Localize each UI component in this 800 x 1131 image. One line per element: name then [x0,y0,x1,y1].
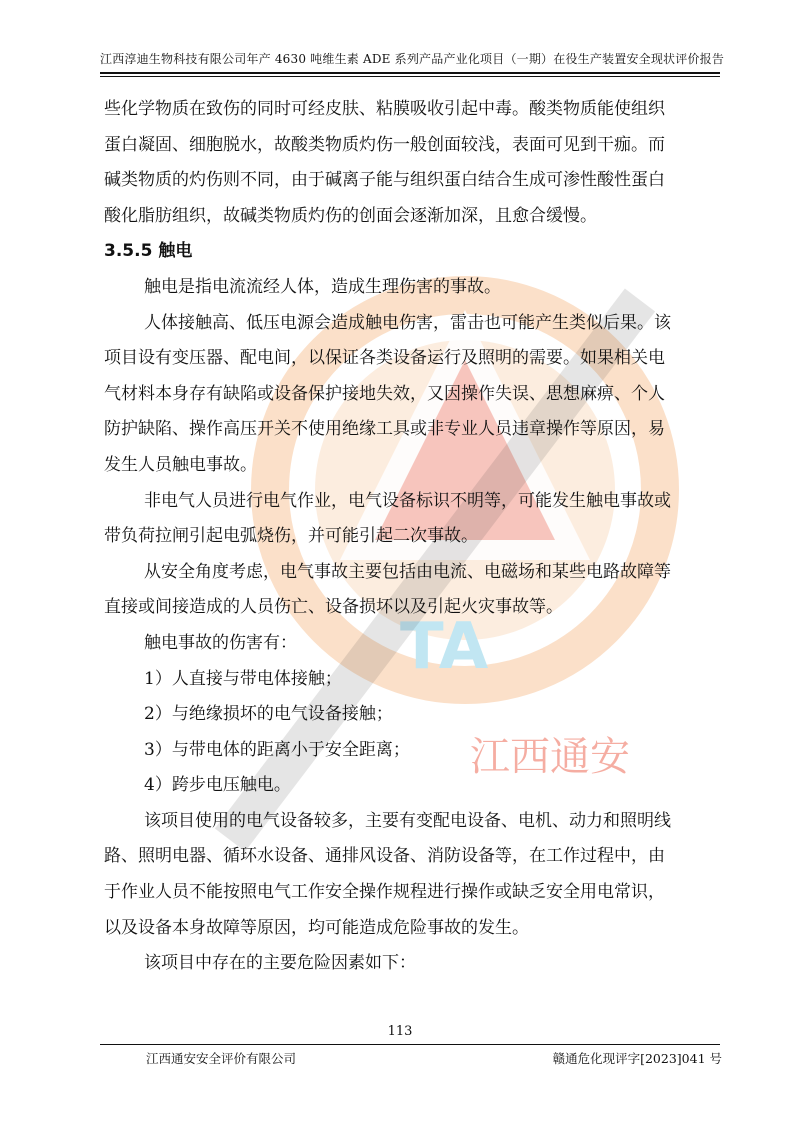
text-line: 1）人直接与带电体接触； [144,668,342,689]
text-line: 2）与绝缘损坏的电气设备接触； [144,704,393,725]
header-rule-thick [100,72,720,74]
watermark-caption: 江西通安 [470,734,630,780]
text-line: 4）跨步电压触电。 [144,775,291,796]
section-heading: 3.5.5 触电 [104,241,193,262]
text-line: 路、照明电器、循环水设备、通排风设备、消防设备等，在工作过程中，由 [104,846,665,867]
text-line: 人体接触高、低压电源会造成触电伤害，雷击也可能产生类似后果。该 [144,312,671,333]
body-text [104,92,724,982]
text-line: 于作业人员不能按照电气工作安全操作规程进行操作或缺乏安全用电常识， [104,882,665,903]
page-number: 113 [387,1024,413,1039]
text-line: 该项目中存在的主要危险因素如下： [144,953,416,974]
text-line: 触电事故的伤害有： [144,632,297,653]
text-line: 酸化脂肪组织，故碱类物质灼伤的创面会逐渐加深，且愈合缓慢。 [104,205,597,226]
watermark-letters: TA [400,610,489,684]
text-line: 蛋白凝固、细胞脱水，故酸类物质灼伤一般创面较浅，表面可见到干痂。而 [104,134,665,155]
text-line: 触电是指电流流经人体，造成生理伤害的事故。 [144,276,501,297]
text-line: 以及设备本身故障等原因，均可能造成危险事故的发生。 [104,917,529,938]
footer-company: 江西通安安全评价有限公司 [146,1051,297,1066]
text-line: 防护缺陷、操作高压开关不使用绝缘工具或非专业人员违章操作等原因，易 [104,419,665,440]
header-rule-thin [100,76,720,77]
text-line: 些化学物质在致伤的同时可经皮肤、粘膜吸收引起中毒。酸类物质能使组织 [104,99,665,119]
text-line: 项目设有变压器、配电间，以保证各类设备运行及照明的需要。如果相关电 [104,348,665,369]
text-line: 该项目使用的电气设备较多，主要有变配电设备、电机、动力和照明线 [144,810,671,831]
text-line: 非电气人员进行电气作业，电气设备标识不明等，可能发生触电事故或 [144,490,671,511]
text-line: 从安全角度考虑，电气事故主要包括由电流、电磁场和某些电路故障等 [144,561,671,582]
text-line: 发生人员触电事故。 [104,454,257,475]
text-line: 碱类物质的灼伤则不同，由于碱离子能与组织蛋白结合生成可渗性酸性蛋白 [104,170,665,191]
text-line: 带负荷拉闸引起电弧烧伤，并可能引起二次事故。 [104,526,478,547]
footer-rule [100,1044,720,1045]
text-line: 气材料本身存有缺陷或设备保护接地失效，又因操作失误、思想麻痹、个人 [104,383,665,404]
footer-report-number: 赣通危化现评字[2023]041 号 [552,1051,722,1066]
running-header: 江西淳迪生物科技有限公司年产 4630 吨维生素 ADE 系列产品产业化项目（一期）在役生产装置安全现状评价报告 [100,52,725,66]
text-line: 直接或间接造成的人员伤亡、设备损坏以及引起火灾事故等。 [104,597,563,618]
text-line: 3）与带电体的距离小于安全距离； [144,739,410,760]
